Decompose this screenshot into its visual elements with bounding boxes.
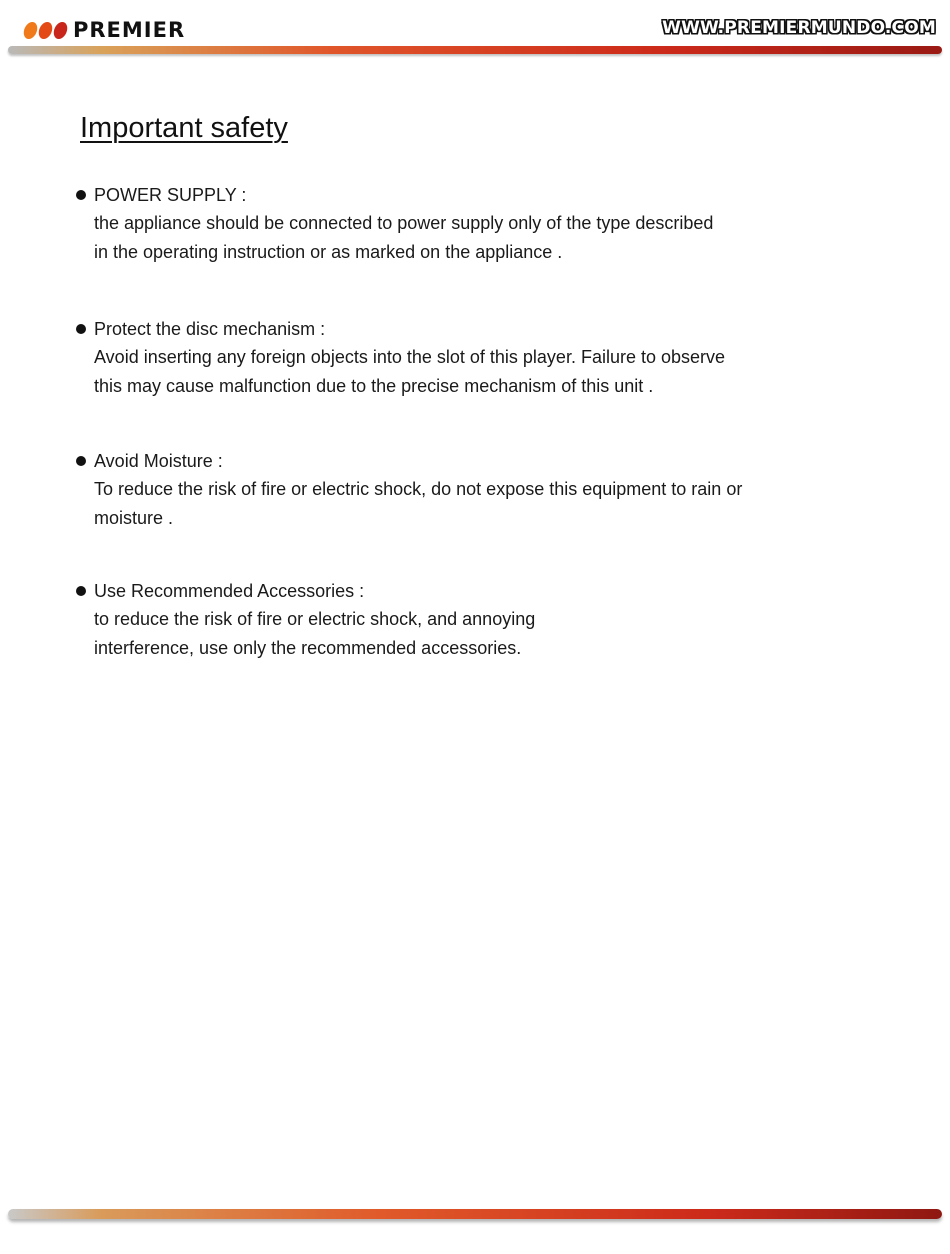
header-divider xyxy=(8,46,942,54)
section-title: Protect the disc mechanism : xyxy=(94,319,326,339)
bullet-icon xyxy=(76,324,86,334)
logo-dot xyxy=(37,22,54,39)
brand-name: PREMIER xyxy=(73,18,186,42)
section-heading xyxy=(76,315,896,343)
logo-dots-icon xyxy=(24,22,67,39)
section-body: to reduce the risk of fire or electric shock, and annoying interference, use only the recommended accessories. xyxy=(94,609,536,658)
safety-section-accessories xyxy=(76,577,896,663)
bullet-icon xyxy=(76,586,86,596)
safety-section-power-supply xyxy=(76,181,896,267)
section-body: the appliance should be connected to power supply only of the type described in the operating instruction or as marked on the appliance . xyxy=(94,213,714,262)
section-title: Avoid Moisture : xyxy=(94,451,223,471)
page-title: Important safety xyxy=(80,112,288,144)
section-heading xyxy=(76,181,896,209)
section-heading xyxy=(76,577,896,605)
brand-logo xyxy=(24,18,185,42)
website-url: WWW.PREMIERMUNDO.COM xyxy=(662,18,936,38)
safety-section-disc-mechanism xyxy=(76,315,896,401)
section-heading xyxy=(76,447,896,475)
section-body: To reduce the risk of fire or electric shock, do not expose this equipment to rain or moisture . xyxy=(94,479,743,528)
logo-dot xyxy=(22,22,39,39)
logo-dot xyxy=(52,22,69,39)
safety-section-moisture xyxy=(76,447,896,533)
section-title: Use Recommended Accessories : xyxy=(94,581,365,601)
bullet-icon xyxy=(76,190,86,200)
section-title: POWER SUPPLY : xyxy=(94,185,247,205)
bullet-icon xyxy=(76,456,86,466)
section-body: Avoid inserting any foreign objects into the slot of this player. Failure to observe this may cause malfunction due to the precise mechanism of this unit . xyxy=(94,347,726,396)
page-header xyxy=(0,0,950,60)
footer-divider xyxy=(8,1209,942,1219)
